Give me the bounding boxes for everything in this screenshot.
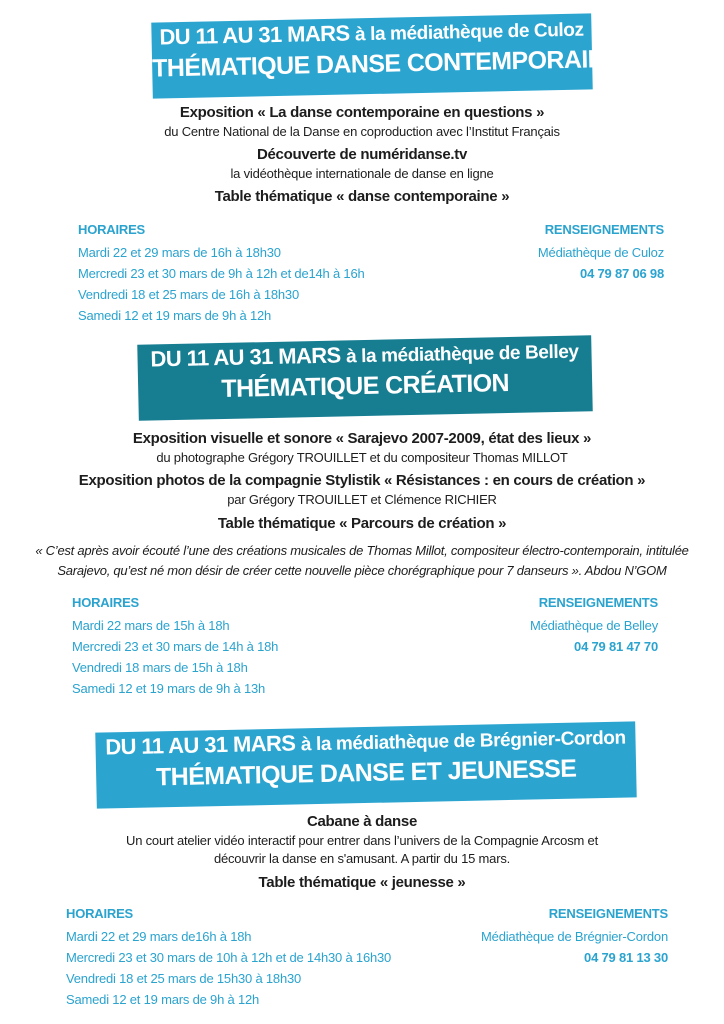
- info-block: [530, 595, 658, 657]
- info-label: RENSEIGNEMENTS: [538, 595, 658, 610]
- item-title: Table thématique « danse contemporaine »: [214, 188, 510, 205]
- item-title: Table thématique « Parcours de création »: [217, 515, 507, 532]
- item-subtitle: du photographe Grégory TROUILLET et du compositeur Thomas MILLOT: [156, 450, 568, 465]
- item-subtitle: par Grégory TROUILLET et Clémence RICHIER: [227, 492, 497, 507]
- item-title: Découverte de numéridanse.tv: [256, 146, 467, 163]
- hours-row: Mardi 22 et 29 mars de16h à 18h: [66, 929, 252, 944]
- item-title: Exposition photos de la compagnie Stylistik « Résistances : en cours de création »: [78, 472, 646, 489]
- hours-row: Vendredi 18 et 25 mars de 16h à 18h30: [78, 287, 299, 302]
- item-title: Table thématique « jeunesse »: [258, 874, 466, 891]
- info-phone: 04 79 87 06 98: [580, 266, 664, 281]
- hours-row: Vendredi 18 mars de 15h à 18h: [72, 660, 248, 675]
- hours-block: [78, 222, 365, 326]
- hours-row: Mercredi 23 et 30 mars de 10h à 12h et de 14h30 à 16h30: [66, 950, 392, 965]
- banner-theme: THÉMATIQUE CRÉATION: [221, 368, 510, 403]
- hours-row: Vendredi 18 et 25 mars de 15h30 à 18h30: [66, 971, 302, 986]
- item-subtitle: découvrir la danse en s'amusant. A partir du 15 mars.: [213, 851, 511, 866]
- banner-place: à la médiathèque de Brégnier-Cordon: [300, 727, 626, 756]
- hours-row: Samedi 12 et 19 mars de 9h à 12h: [66, 992, 260, 1007]
- banner-bregnier-cordon: [95, 721, 636, 808]
- banner-dates: DU 11 AU 31 MARS: [159, 20, 350, 50]
- info-label: RENSEIGNEMENTS: [548, 906, 668, 921]
- banner-belley: [137, 335, 592, 420]
- info-phone: 04 79 81 47 70: [574, 639, 658, 654]
- banner-culoz: [151, 13, 622, 98]
- item-title: Cabane à danse: [306, 813, 417, 830]
- quote-line: « C’est après avoir écouté l’une des créations musicales de Thomas Millot, compositeur électro-contemporain, intitulée: [35, 543, 689, 558]
- quote: [20, 541, 704, 581]
- hours-row: Mercredi 23 et 30 mars de 9h à 12h et de14h à 16h: [78, 266, 365, 281]
- hours-row: Mardi 22 mars de 15h à 18h: [72, 618, 230, 633]
- hours-row: Mercredi 23 et 30 mars de 14h à 18h: [72, 639, 279, 654]
- info-place: Médiathèque de Brégnier-Cordon: [481, 929, 668, 944]
- item-title: Exposition visuelle et sonore « Sarajevo 2007-2009, état des lieux »: [132, 430, 592, 447]
- info-block: [538, 222, 664, 284]
- item-title: Exposition « La danse contemporaine en questions »: [179, 104, 545, 121]
- banner-theme: THÉMATIQUE DANSE CONTEMPORAINE: [151, 44, 622, 83]
- hours-block: [72, 595, 278, 699]
- info-place: Médiathèque de Belley: [529, 618, 658, 633]
- hours-block: [66, 906, 391, 1010]
- item-subtitle: Un court atelier vidéo interactif pour entrer dans l’univers de la Compagnie Arcosm et: [126, 833, 598, 848]
- info-place: Médiathèque de Culoz: [537, 245, 664, 260]
- banner-place: à la médiathèque de Belley: [345, 341, 579, 368]
- hours-row: Mardi 22 et 29 mars de 16h à 18h30: [78, 245, 281, 260]
- banner-place: à la médiathèque de Culoz: [354, 19, 584, 46]
- hours-label: HORAIRES: [72, 595, 140, 610]
- quote-line: Sarajevo, qu’est né mon désir de créer cette nouvelle pièce chorégraphique pour 7 danseurs ». Abdou N’GOM: [57, 563, 667, 578]
- hours-row: Samedi 12 et 19 mars de 9h à 12h: [78, 308, 272, 323]
- item-subtitle: la vidéothèque internationale de danse en ligne: [230, 166, 494, 181]
- banner-dates: DU 11 AU 31 MARS: [105, 730, 296, 760]
- hours-label: HORAIRES: [78, 222, 146, 237]
- banner-theme: THÉMATIQUE DANSE ET JEUNESSE: [155, 754, 577, 792]
- info-label: RENSEIGNEMENTS: [544, 222, 664, 237]
- info-phone: 04 79 81 13 30: [584, 950, 668, 965]
- hours-label: HORAIRES: [66, 906, 134, 921]
- banner-dates: DU 11 AU 31 MARS: [150, 342, 341, 372]
- info-block: [481, 906, 668, 968]
- item-subtitle: du Centre National de la Danse en coproduction avec l’Institut Français: [164, 124, 560, 139]
- hours-row: Samedi 12 et 19 mars de 9h à 13h: [72, 681, 266, 696]
